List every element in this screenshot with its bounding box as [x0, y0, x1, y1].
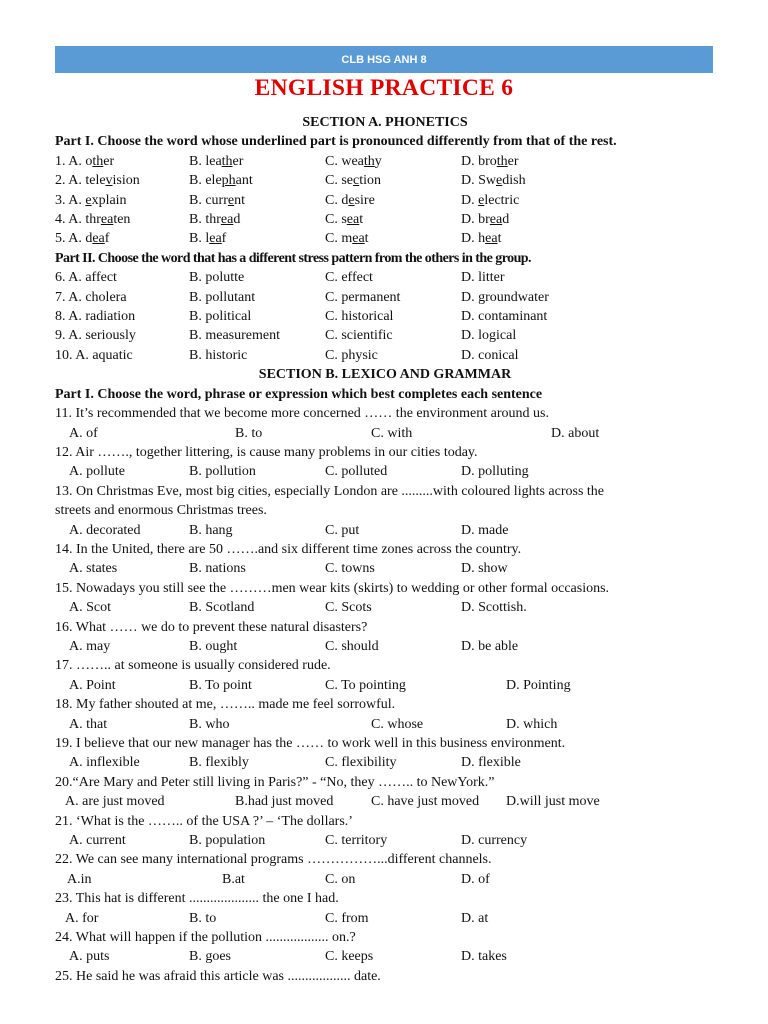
option-c: C. Scots	[325, 600, 372, 616]
option-text: er	[232, 153, 244, 169]
stress-row	[55, 346, 715, 365]
answer-options	[55, 947, 715, 966]
option-c	[325, 152, 382, 171]
option-c: C. permanent	[325, 289, 401, 305]
option-c: C. effect	[325, 270, 373, 286]
option-a: A. puts	[69, 949, 110, 965]
option-b: B.at	[222, 871, 245, 887]
underlined-sound: th	[363, 153, 375, 169]
underlined-sound: c	[353, 173, 360, 189]
underlined-sound: th	[92, 153, 104, 169]
option-text: er	[507, 153, 519, 169]
section-a-heading: SECTION A. PHONETICS	[302, 115, 468, 130]
option-c: C. put	[325, 522, 360, 538]
answer-options	[55, 676, 715, 695]
question-text: 13. On Christmas Eve, most big cities, especially London are .........with coloured lights across the	[55, 483, 605, 499]
answer-options	[55, 598, 715, 617]
option-text: d	[233, 212, 241, 228]
option-c: C. should	[325, 638, 379, 654]
option-text: D. br	[461, 212, 490, 228]
option-a: A. inflexible	[69, 755, 140, 771]
option-a: A.in	[67, 871, 92, 887]
option-c: C. territory	[325, 833, 388, 849]
option-text: C. m	[325, 231, 353, 247]
option-a: 7. A. cholera	[55, 289, 127, 305]
option-text: nt	[234, 192, 245, 208]
option-b: B. historic	[189, 347, 248, 363]
phonetics-row	[55, 171, 715, 190]
option-text: C. wea	[325, 153, 364, 169]
underlined-sound: ea	[489, 212, 503, 228]
option-text: D. bro	[461, 153, 497, 169]
stress-row	[55, 326, 715, 345]
question-text: 25. He said he was afraid this article was .................. date.	[55, 968, 381, 984]
option-text: xplain	[91, 192, 127, 208]
answer-options	[55, 831, 715, 850]
option-text: 1. A. o	[55, 153, 93, 169]
option-d: D. at	[461, 910, 489, 926]
option-b: B. to	[235, 425, 263, 441]
option-b: B. population	[189, 833, 266, 849]
answer-options	[55, 909, 715, 928]
stress-row	[55, 268, 715, 287]
option-a: A. may	[69, 638, 111, 654]
answer-options	[55, 424, 715, 443]
underlined-sound: e	[85, 192, 92, 208]
option-text: ant	[235, 173, 253, 189]
option-c: C. towns	[325, 561, 375, 577]
option-text: 5. A. d	[55, 231, 93, 247]
answer-options	[55, 462, 715, 481]
question-text: 22. We can see many international programs ……………...different channels.	[55, 852, 492, 868]
option-a	[55, 210, 130, 229]
option-c: C. scientific	[325, 328, 393, 344]
option-d	[461, 210, 509, 229]
answer-options	[55, 792, 715, 811]
underlined-sound: th	[496, 153, 508, 169]
option-text: D. Sw	[461, 173, 497, 189]
phonetics-row	[55, 191, 715, 210]
answer-options	[55, 715, 715, 734]
option-c: C. keeps	[325, 949, 374, 965]
underlined-sound: ph	[221, 173, 236, 189]
option-d: D. made	[461, 522, 509, 538]
phonetics-row	[55, 210, 715, 229]
option-b: B. pollution	[189, 464, 256, 480]
option-text: lectric	[484, 192, 520, 208]
option-b: B.had just moved	[235, 794, 334, 810]
option-text: C. s	[325, 212, 347, 228]
option-d: D. contaminant	[461, 309, 548, 325]
option-a	[55, 229, 109, 248]
option-d: D.will just move	[506, 794, 600, 810]
option-d: D. logical	[461, 328, 517, 344]
option-d: D. show	[461, 561, 508, 577]
option-d: D. which	[506, 716, 558, 732]
header-bar	[55, 46, 713, 73]
question-text: 11. It’s recommended that we become more concerned …… the environment around us.	[55, 406, 549, 422]
option-a: A. for	[65, 910, 99, 926]
option-a: A. current	[69, 833, 126, 849]
phonetics-part1-rows	[55, 152, 715, 249]
question-text: 19. I believe that our new manager has the …… to work well in this business environment.	[55, 736, 566, 751]
option-b: B. who	[189, 716, 230, 732]
section-a-part1-heading: Part I. Choose the word whose underlined part is pronounced differently from that of the rest.	[55, 134, 617, 150]
underlined-sound: ea	[485, 231, 498, 247]
option-a	[55, 171, 140, 190]
option-c: C. flexibility	[325, 755, 397, 771]
option-c: C. polluted	[325, 464, 388, 480]
option-d: D. currency	[461, 833, 528, 849]
question-text: 15. Nowadays you still see the ………men wear kits (skirts) to wedding or other formal occasions.	[55, 580, 610, 596]
option-text: d	[502, 212, 510, 228]
question-text: 17. …….. at someone is usually considered rude.	[55, 658, 331, 674]
option-b: B. ought	[189, 638, 238, 654]
question-text: 21. ‘What is the …….. of the USA ?’ – ‘The dollars.’	[55, 813, 353, 829]
option-text: B. lea	[189, 153, 222, 169]
option-d: D. Pointing	[506, 677, 571, 693]
question-list	[55, 404, 715, 986]
option-c: C. on	[325, 871, 356, 887]
option-a: A. states	[69, 561, 118, 577]
option-d: D. litter	[461, 270, 505, 286]
option-text: D.	[461, 192, 479, 208]
option-d: D. polluting	[461, 464, 529, 480]
underlined-sound: th	[221, 153, 233, 169]
option-c	[325, 191, 375, 210]
option-c	[325, 210, 363, 229]
option-a: A. are just moved	[65, 794, 165, 810]
underlined-sound: ea	[346, 212, 360, 228]
option-a: A. Point	[69, 677, 116, 693]
stress-row	[55, 307, 715, 326]
underlined-sound: v	[105, 173, 113, 189]
option-c: C. have just moved	[371, 794, 480, 810]
option-b: B. flexibly	[189, 755, 249, 771]
option-b: B. measurement	[189, 328, 280, 344]
option-text: f	[104, 231, 110, 247]
option-c	[325, 229, 369, 248]
option-a	[55, 152, 114, 171]
option-b	[189, 171, 253, 190]
option-text: sire	[354, 192, 375, 208]
option-b: B. Scotland	[189, 600, 255, 616]
option-text: 3. A.	[55, 192, 86, 208]
option-c: C. physic	[325, 347, 378, 363]
underlined-sound: e	[227, 192, 235, 208]
question-text: streets and enormous Christmas trees.	[55, 503, 267, 519]
option-a: 6. A. affect	[55, 270, 117, 286]
answer-options	[55, 559, 715, 578]
option-b: B. nations	[189, 561, 246, 577]
worksheet-content	[55, 113, 715, 986]
option-text: B. thr	[189, 212, 221, 228]
option-d: D. conical	[461, 347, 519, 363]
option-c: C. historical	[325, 309, 394, 325]
option-a: A. decorated	[69, 522, 141, 538]
option-a: 10. A. aquatic	[55, 347, 133, 363]
option-text: B. ele	[189, 173, 222, 189]
option-a: 8. A. radiation	[55, 309, 136, 325]
option-d: D. of	[461, 871, 490, 887]
option-d: D. takes	[461, 949, 507, 965]
option-b	[189, 210, 240, 229]
option-text: t	[364, 231, 369, 247]
option-c: C. whose	[371, 716, 424, 732]
answer-options	[55, 870, 715, 889]
option-c: C. from	[325, 910, 369, 926]
question-text: 23. This hat is different .................... the one I had.	[55, 891, 339, 907]
stress-row	[55, 288, 715, 307]
option-a: A. of	[69, 425, 98, 441]
question-text: 20.“Are Mary and Peter still living in Paris?” - “No, they …….. to NewYork.”	[55, 774, 495, 790]
option-text: B. curr	[189, 192, 228, 208]
option-text: er	[103, 153, 115, 169]
question-text: 18. My father shouted at me, …….. made me feel sorrowful.	[55, 697, 396, 713]
option-text: ision	[112, 173, 140, 189]
option-d	[461, 191, 519, 210]
underlined-sound: e	[496, 173, 503, 189]
option-d: D. about	[551, 425, 600, 441]
underlined-sound: ea	[352, 231, 365, 247]
option-a: A. that	[69, 716, 108, 732]
question-text: 24. What will happen if the pollution .................. on.?	[55, 930, 356, 946]
option-c: C. To pointing	[325, 677, 406, 693]
phonetics-row	[55, 229, 715, 248]
option-d	[461, 152, 519, 171]
option-b	[189, 152, 243, 171]
option-b: B. hang	[189, 522, 233, 538]
option-a	[55, 191, 127, 210]
option-text: f	[221, 231, 227, 247]
option-b: B. to	[189, 910, 217, 926]
option-text: dish	[502, 173, 526, 189]
page-title: ENGLISH PRACTICE 6	[254, 75, 514, 101]
option-d: D. groundwater	[461, 289, 549, 305]
option-text: ten	[113, 212, 131, 228]
question-text: 16. What …… we do to prevent these natural disasters?	[55, 619, 368, 635]
section-b-part1-heading: Part I. Choose the word, phrase or expression which best completes each sentence	[55, 386, 543, 402]
section-b-heading: SECTION B. LEXICO AND GRAMMAR	[258, 367, 512, 383]
option-text: C. d	[325, 192, 349, 208]
underlined-sound: ea	[100, 212, 114, 228]
option-text: C. se	[325, 173, 353, 189]
option-b	[189, 191, 245, 210]
answer-options	[55, 637, 715, 656]
option-a: A. Scot	[69, 600, 111, 616]
option-text: t	[497, 231, 502, 247]
underlined-sound: ea	[209, 231, 222, 247]
option-d	[461, 171, 526, 190]
option-d: D. be able	[461, 638, 519, 654]
option-a: A. pollute	[69, 464, 125, 480]
answer-options	[55, 753, 715, 772]
option-b: B. pollutant	[189, 289, 256, 305]
option-b: B. goes	[189, 949, 231, 965]
option-text: D. h	[461, 231, 486, 247]
question-text: 12. Air ……., together littering, is cause many problems in our cities today.	[55, 444, 478, 460]
section-a-part2-heading: Part II. Choose the word that has a different stress pattern from the others in the group.	[55, 250, 531, 266]
option-b: B. political	[189, 309, 252, 325]
question-text: 14. In the United, there are 50 …….and six different time zones across the country.	[55, 541, 522, 557]
underlined-sound: ea	[220, 212, 234, 228]
option-b: B. To point	[189, 677, 252, 693]
header-text: CLB HSG ANH 8	[341, 53, 427, 66]
option-text: t	[359, 212, 364, 228]
option-d: D. flexible	[461, 755, 521, 771]
option-b	[189, 229, 226, 248]
option-text: y	[374, 153, 382, 169]
underlined-sound: e	[348, 192, 355, 208]
phonetics-part2-rows	[55, 268, 715, 365]
option-d: D. Scottish.	[461, 600, 527, 616]
option-c	[325, 171, 381, 190]
option-text: 4. A. thr	[55, 212, 101, 228]
answer-options	[55, 521, 715, 540]
phonetics-row	[55, 152, 715, 171]
option-c: C. with	[371, 425, 413, 441]
option-b: B. polutte	[189, 270, 245, 286]
underlined-sound: ea	[92, 231, 105, 247]
option-text: tion	[359, 173, 381, 189]
option-d	[461, 229, 501, 248]
option-text: 2. A. tele	[55, 173, 106, 189]
underlined-sound: e	[478, 192, 485, 208]
option-a: 9. A. seriously	[55, 328, 136, 344]
option-text: B. l	[189, 231, 210, 247]
